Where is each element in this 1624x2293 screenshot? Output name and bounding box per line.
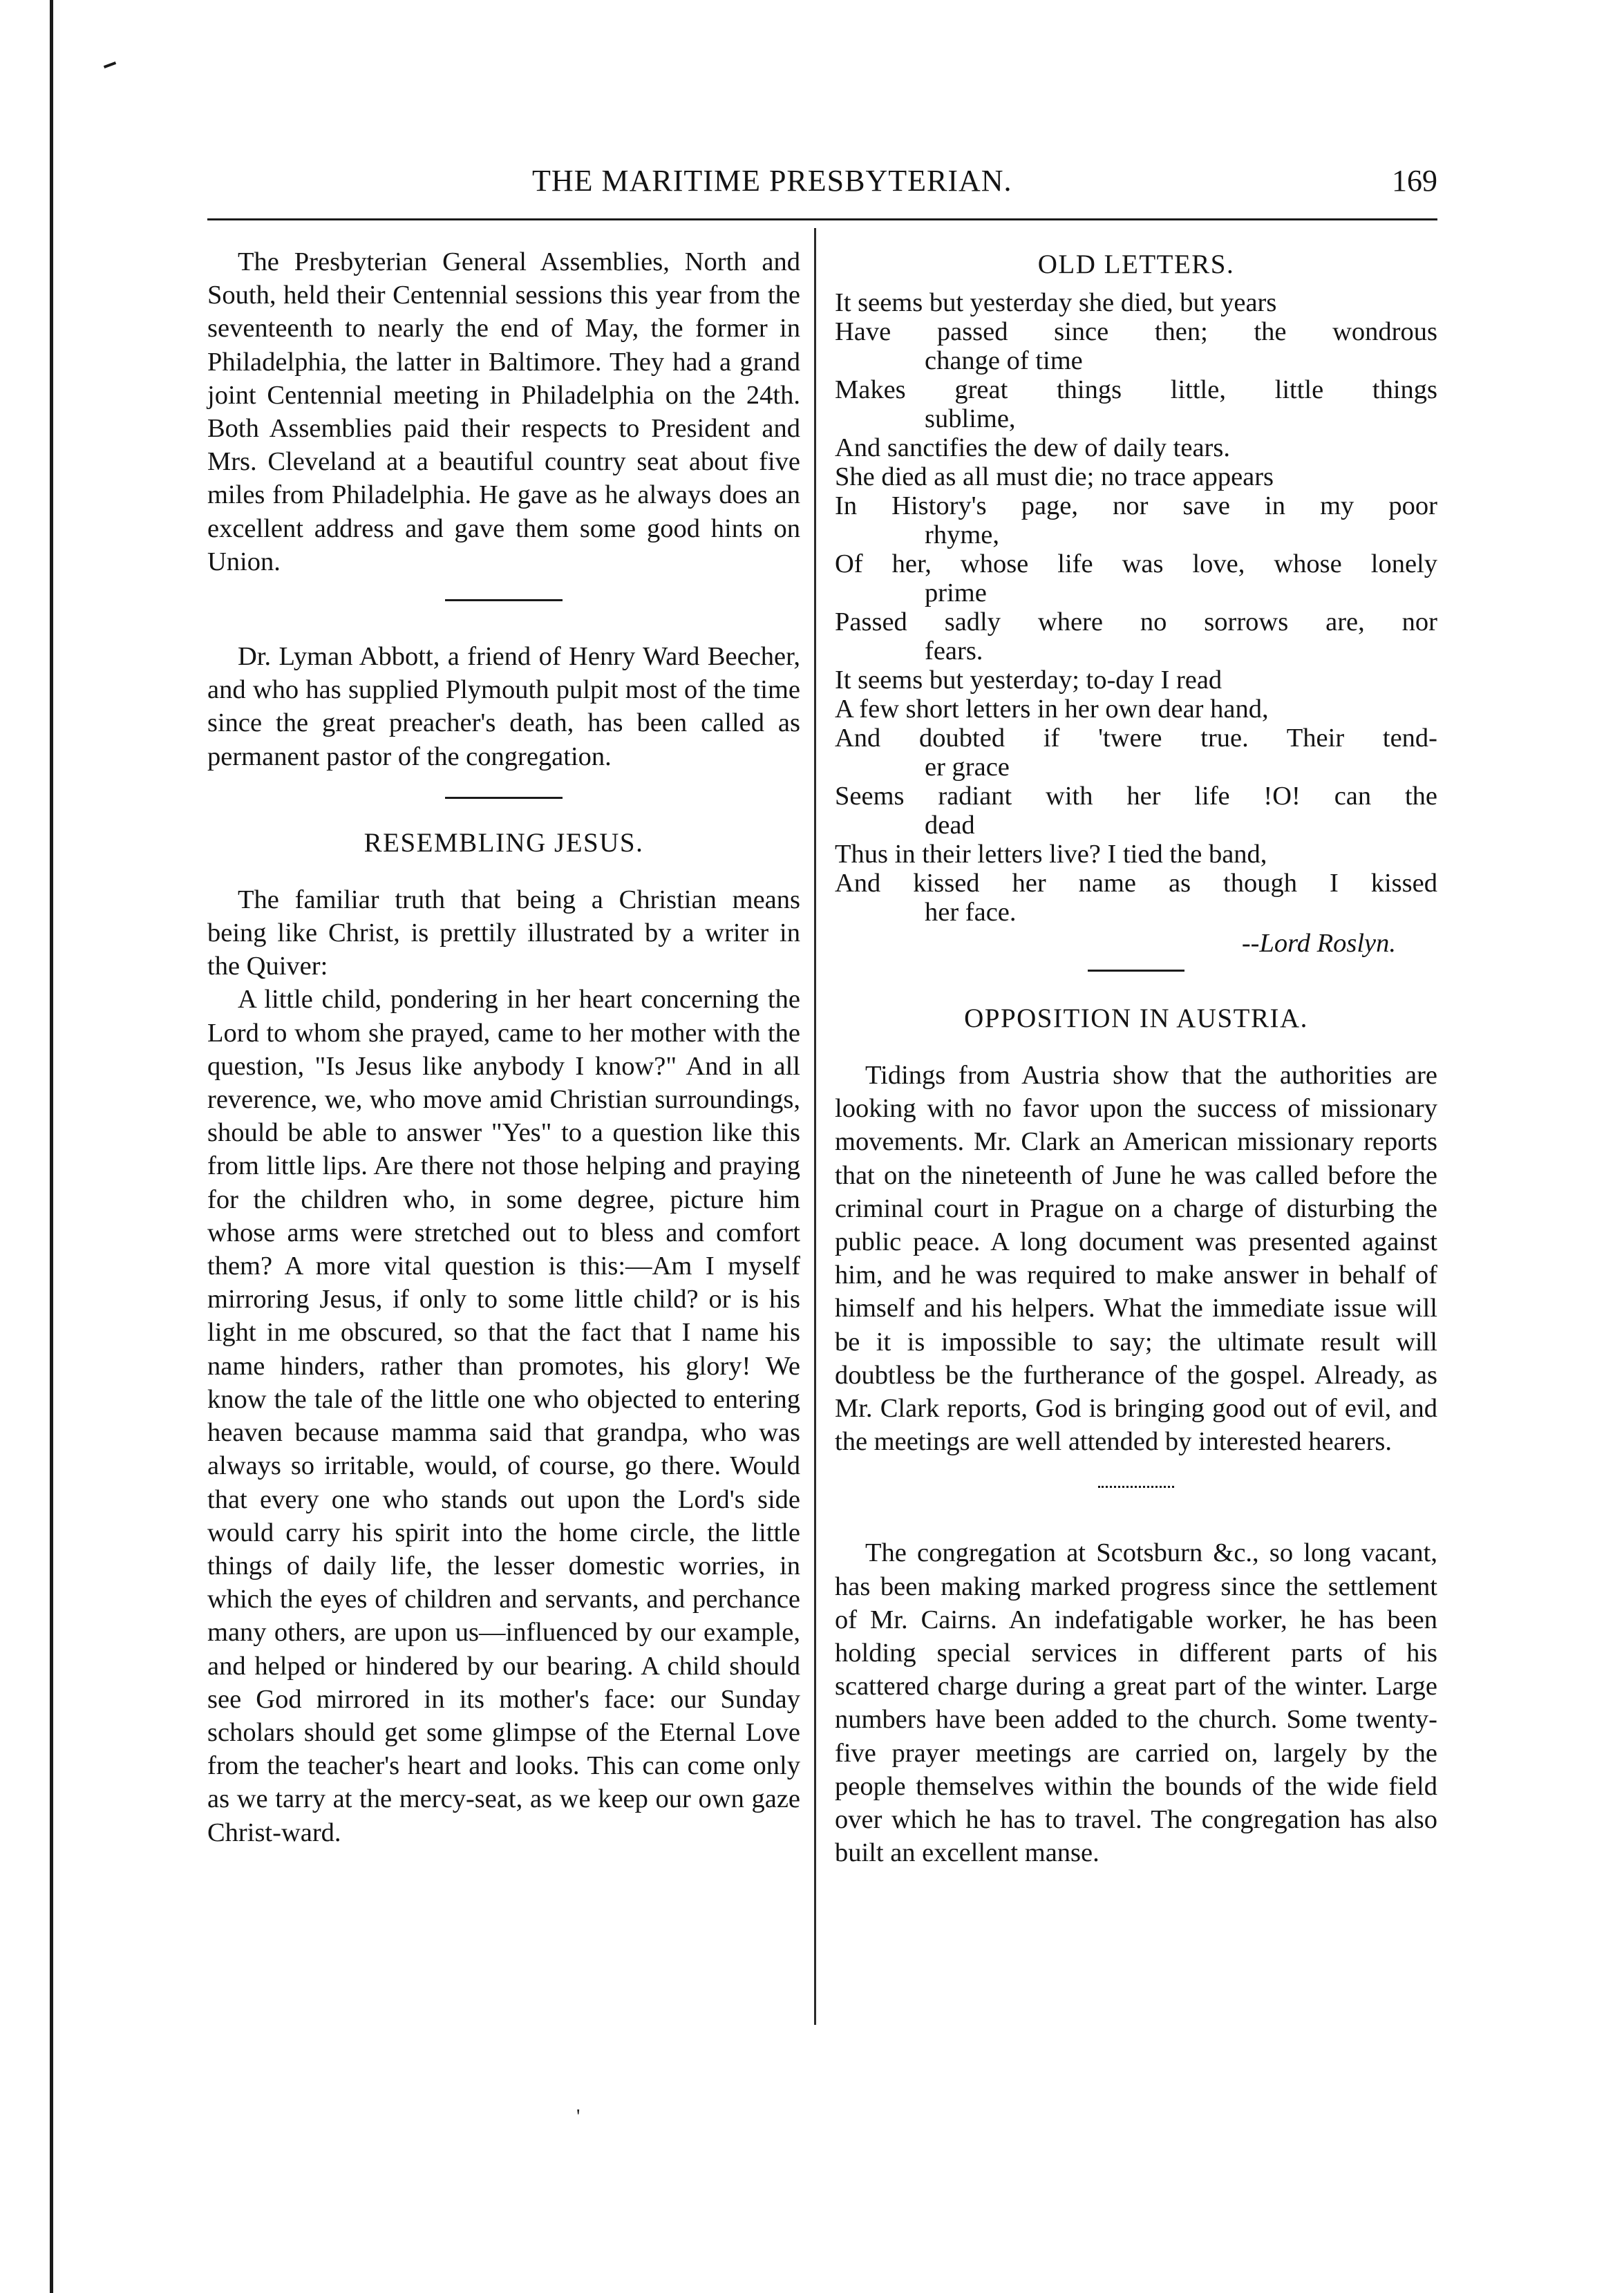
header-rule: [207, 218, 1437, 220]
scotsburn-paragraph: The congregation at Scotsburn &c., so long vacant, has been making marked progress since the settlement of Mr. Cairns. An indefatigable worker, he has been holding special services in different parts of his scattered charge during a great part of the winter. Large numbers have been added to the church. Some twenty-five prayer meetings are carried on, largely by the people themselves within the bounds of the wide field over which he has to travel. The congregation has also built an excellent manse.: [835, 1538, 1437, 1868]
poem-line-continuation: prime: [925, 578, 987, 607]
right-column: [835, 245, 1437, 1869]
poem-line: And kissed her name as though I kissed: [835, 869, 1437, 898]
poem-line-continuation: change of time: [925, 346, 1083, 375]
assemblies-paragraph: The Presbyterian General Assemblies, North and South, held their Centennial sessions this year from the seventeenth to nearly the end of May, the former in Philadelphia, the latter in Baltimore. They had a grand joint Centennial meeting in Philadelphia on the 24th. Both Assemblies paid their respects to President and Mrs. Cleveland at a beautiful country seat about five miles from Philadelphia. He gave as he always does an excellent address and gave them some good hints on Union.: [207, 247, 800, 576]
poem-signature: --Lord Roslyn.: [1241, 929, 1396, 958]
poem-line: Of her, whose life was love, whose lonely: [835, 549, 1437, 578]
left-column: [207, 245, 800, 1849]
resembling-intro-paragraph: [207, 883, 800, 983]
austria-paragraph: Tidings from Austria show that the authorities are looking with no favor upon the success of missionary movements. Mr. Clark an American missionary reports that on the nineteenth of June he was called before the criminal court in Prague on a charge of disturbing the public peace. A long document was presented against him, and he was required to make answer in behalf of himself and his helpers. What the immediate issue will be it is impossible to say; the ultimate result will doubtless be the furtherance of the gospel. Already, as Mr. Clark reports, God is bringing good out of evil, and the meetings are well attended by interested hearers.: [835, 1061, 1437, 1457]
poem-line: It seems but yesterday she died, but years: [835, 288, 1277, 317]
poem-line: Have passed since then; the wondrous: [835, 317, 1437, 346]
page-header: [207, 163, 1437, 205]
running-title: THE MARITIME PRESBYTERIAN.: [532, 164, 1012, 198]
opposition-austria-heading: OPPOSITION IN AUSTRIA.: [964, 1003, 1308, 1033]
poem-line: Makes great things little, little things: [835, 375, 1437, 404]
resembling-body-paragraph: A little child, pondering in her heart concerning the Lord to whom she prayed, came to her mother with the question, "Is Jesus like anybody I know?" And in all reverence, we, who move amid Christian surroundings, should be able to answer "Yes" to a question like this from little lips. Are there not those helping and praying for the children who, in some degree, picture him whose arms were stretched out to bless and comfort them? A more vital question is this:—Am I myself mirroring Jesus, if only to some little child? or is his light in me obscured, so that the fact that I name his name hinders, rather than promotes, his glory! We know the tale of the little one who objected to entering heaven because mamma said that grandpa, who was always so irritable, would, of course, go there. Would that every one who stands out upon the Lord's side would carry his spirit into the home circle, the little things of daily life, the lesser domestic worries, in which the eyes of children and servants, and perchance many others, are upon us—influenced by our example, and helped or hindered by our bearing. A child should see God mirrored in its mother's face: our Sunday scholars should get some glimpse of the Eternal Love from the teacher's heart and looks. This can come only as we tarry at the mercy-seat, as we keep our own gaze Christ-ward.: [207, 985, 800, 1847]
poem-line-continuation: her face.: [925, 898, 1017, 927]
resembling-intro-text: The familiar truth that being a Christian means being like Christ, is prettily illustrated by a writer in the Quiver:: [207, 885, 800, 981]
poem-line: She died as all must die; no trace appears: [835, 462, 1274, 491]
poem-line: And sanctifies the dew of daily tears.: [835, 433, 1230, 462]
footer-mark: ': [576, 2105, 580, 2128]
binding-edge-rule: [50, 0, 53, 2293]
poem-line-continuation: er grace: [925, 753, 1010, 782]
poem-line-continuation: sublime,: [925, 404, 1016, 433]
page-number: 169: [1392, 164, 1437, 198]
old-letters-poem: [835, 288, 1437, 927]
old-letters-heading: OLD LETTERS.: [1037, 249, 1235, 279]
poem-line: Thus in their letters live? I tied the band,: [835, 840, 1267, 869]
poem-line: It seems but yesterday; to-day I read: [835, 666, 1222, 695]
column-divider: [814, 228, 816, 2025]
poem-line: And doubted if 'twere true. Their tend-: [835, 724, 1437, 753]
poem-line: A few short letters in her own dear hand,: [835, 695, 1269, 724]
poem-line-continuation: fears.: [925, 636, 983, 666]
poem-line-continuation: rhyme,: [925, 520, 999, 549]
poem-line: Passed sadly where no sorrows are, nor: [835, 607, 1437, 636]
margin-mark: [104, 62, 116, 68]
poem-line: Seems radiant with her life !O! can the: [835, 782, 1437, 811]
poem-line-continuation: dead: [925, 811, 975, 840]
poem-line: In History's page, nor save in my poor: [835, 491, 1437, 520]
abbott-paragraph: Dr. Lyman Abbott, a friend of Henry Ward Beecher, and who has supplied Plymouth pulpit most of the time since the great preacher's death, has been called as permanent pastor of the congregation.: [207, 642, 800, 771]
resembling-jesus-heading: RESEMBLING JESUS.: [363, 827, 644, 858]
